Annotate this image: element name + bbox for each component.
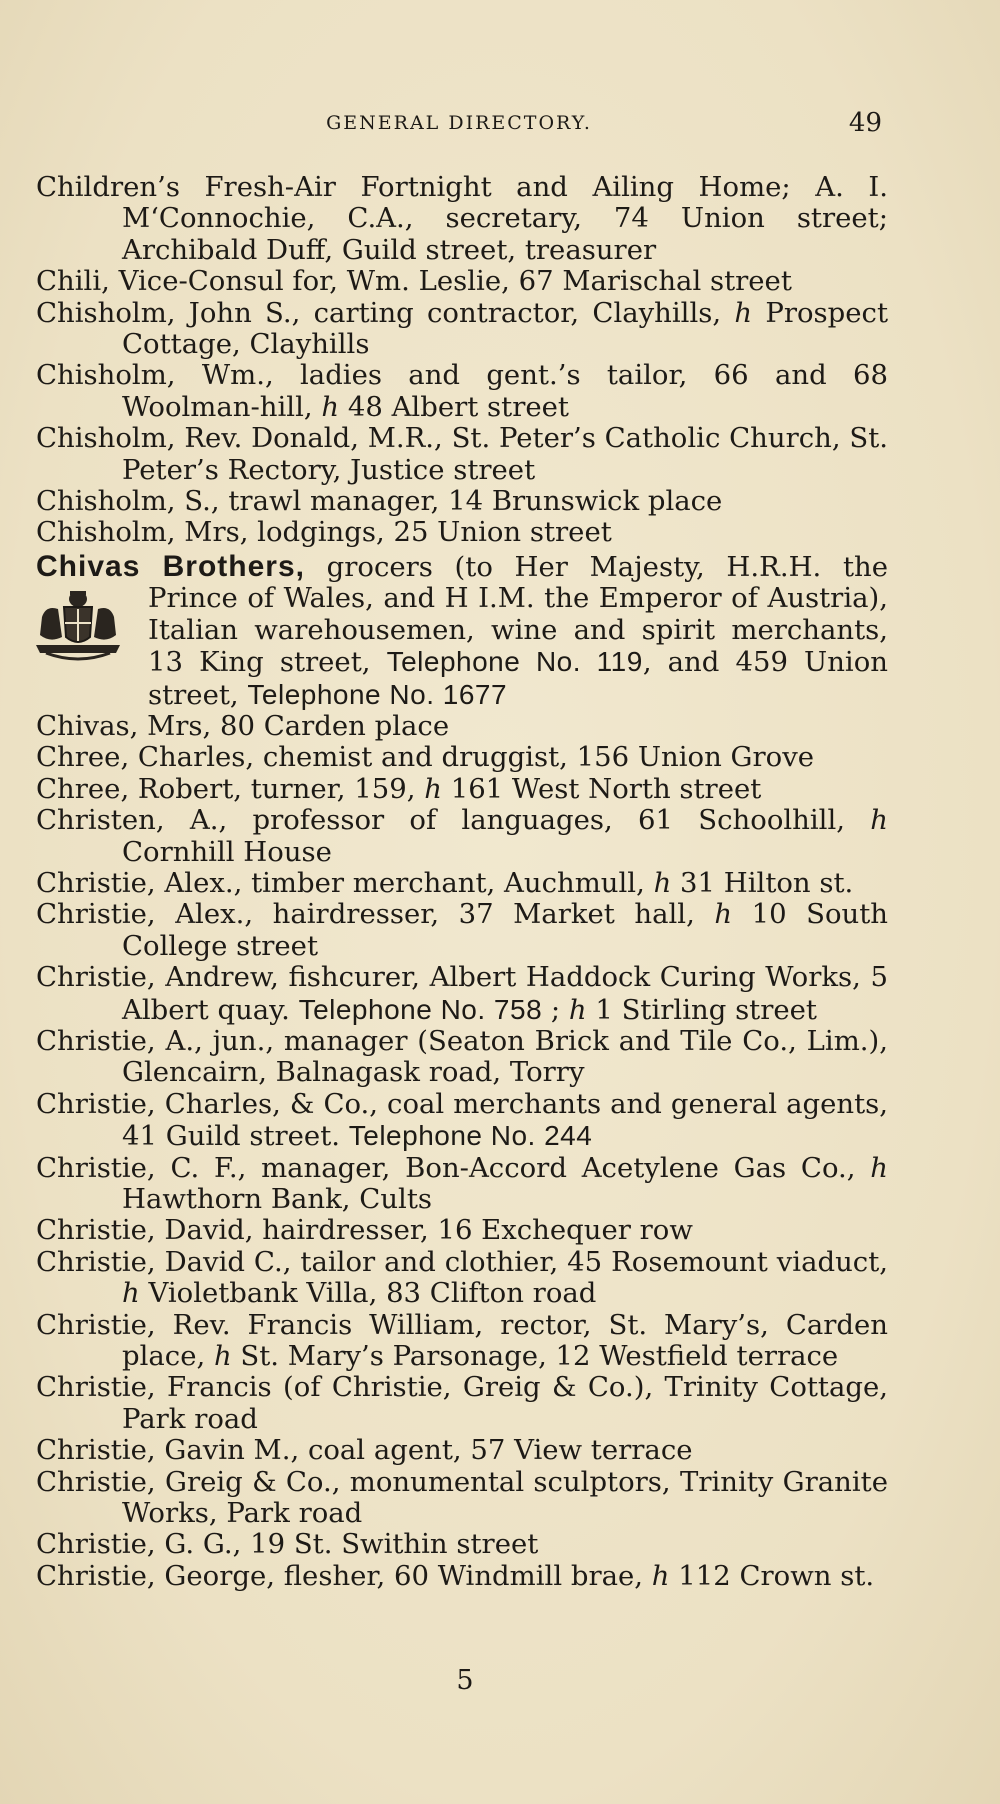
entry-christen-a: Christen, A., professor of languages, 61 Schoolhill, h Cornhill House (36, 804, 888, 868)
entry-christie-david-c: Christie, David C., tailor and clothier, 45 Rosemount viaduct, h Violetbank Villa, 83 Clifton road (36, 1245, 888, 1310)
entry-christie-alex-hairdresser: Christie, Alex., hairdresser, 37 Market hall, h 10 South College street (36, 898, 888, 962)
entry-chisholm-rev-donald: Chisholm, Rev. Donald, M.R., St. Peter’s Catholic Church, St. Peter’s Rectory, Justice street (36, 422, 888, 486)
page-header (36, 108, 882, 142)
entry-christie-david: Christie, David, hairdresser, 16 Exchequer row (36, 1214, 693, 1247)
chivas-brothers-name: Chivas Brothers, (36, 549, 305, 583)
entry-chivas-brothers: Chivas Brothers, grocers (to Her Majesty, H.R.H. the Prince of Wales, and H I.M. the Emperor of Austria), Italian warehousemen, wine and spirit merchants, 13 King street, Telephone No. 119, and 459 Union street, Telephone No. 1677 (36, 551, 888, 711)
entry-chisholm-s: Chisholm, S., trawl manager, 14 Brunswick place (36, 485, 723, 518)
entry-christie-c-f: Christie, C. F., manager, Bon-Accord Acetylene Gas Co., h Hawthorn Bank, Cults (36, 1151, 888, 1215)
entry-christie-george: Christie, George, flesher, 60 Windmill brae, h 112 Crown st. (36, 1559, 875, 1592)
telephone-number: Telephone No. 758 (298, 993, 543, 1025)
entry-christie-alex-timber: Christie, Alex., timber merchant, Auchmull, h 31 Hilton st. (36, 866, 854, 899)
signature-mark: 5 (456, 1665, 474, 1696)
directory-entries (36, 172, 888, 1592)
entry-childrens-home: Children’s Fresh-Air Fortnight and Ailing Home; A. I. M‘Connochie, C.A., secretary, 74 Union street; Archibald Duff, Guild street, treasurer (36, 171, 888, 266)
entry-chisholm-wm: Chisholm, Wm., ladies and gent.’s tailor, 66 and 68 Woolman-hill, h 48 Albert street (36, 359, 888, 423)
entry-chree-charles: Chree, Charles, chemist and druggist, 156 Union Grove (36, 741, 815, 774)
entry-chivas-mrs: Chivas, Mrs, 80 Carden place (36, 709, 450, 742)
entry-chree-robert: Chree, Robert, turner, 159, h 161 West North street (36, 772, 762, 805)
entry-christie-charles: Christie, Charles, & Co., coal merchants and general agents, 41 Guild street. Telephone No. 244 (36, 1087, 888, 1153)
entry-christie-andrew: Christie, Andrew, fishcurer, Albert Haddock Curing Works, 5 Albert quay. Telephone No. 758 ; h 1 Stirling street (36, 961, 888, 1026)
telephone-number: Telephone No. 1677 (247, 678, 508, 710)
entry-christie-a-jun: Christie, A., jun., manager (Seaton Brick and Tile Co., Lim.), Glencairn, Balnagask road, Torry (36, 1024, 888, 1089)
entry-chisholm-john: Chisholm, John S., carting contractor, Clayhills, h Prospect Cottage, Clayhills (36, 296, 888, 361)
entry-christie-gavin: Christie, Gavin M., coal agent, 57 View terrace (36, 1434, 693, 1467)
telephone-number: Telephone No. 244 (348, 1120, 593, 1152)
telephone-number: Telephone No. 119 (386, 646, 643, 678)
entry-christie-g-g: Christie, G. G., 19 St. Swithin street (36, 1528, 539, 1561)
running-head: GENERAL DIRECTORY. (326, 112, 592, 134)
entry-christie-francis: Christie, Francis (of Christie, Greig & Co.), Trinity Cottage, Park road (36, 1371, 888, 1435)
entry-christie-rev-francis: Christie, Rev. Francis William, rector, St. Mary’s, Carden place, h St. Mary’s Parsonage, 12 Westfield terrace (36, 1308, 888, 1373)
entry-chisholm-mrs: Chisholm, Mrs, lodgings, 25 Union street (36, 516, 612, 549)
entry-christie-greig: Christie, Greig & Co., monumental sculptors, Trinity Granite Works, Park road (36, 1465, 888, 1530)
royal-warrant-crest-icon (32, 587, 124, 665)
entry-chili-vice-consul: Chili, Vice-Consul for, Wm. Leslie, 67 Marischal street (36, 265, 792, 298)
page-number: 49 (848, 108, 882, 138)
